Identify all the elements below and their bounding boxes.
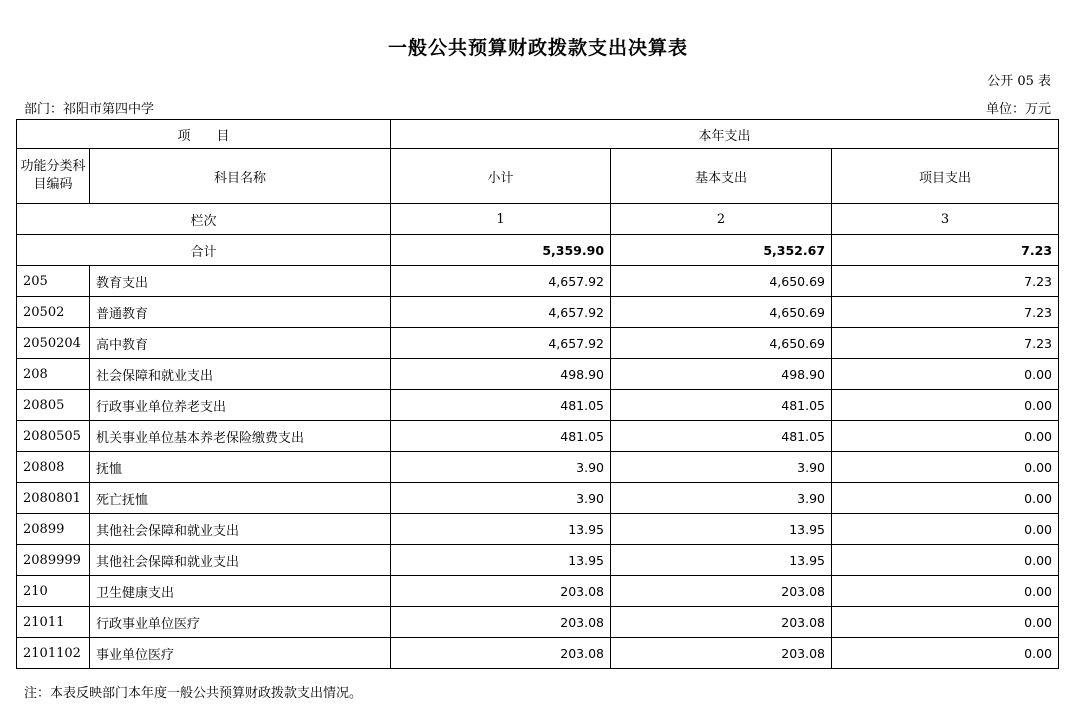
header-lanci: 栏次 (17, 204, 391, 235)
row-basic: 4,650.69 (611, 328, 832, 359)
row-code: 21011 (17, 607, 90, 638)
page-title: 一般公共预算财政拨款支出决算表 (387, 37, 688, 59)
row-name: 高中教育 (90, 328, 391, 359)
table-row (17, 576, 1059, 607)
row-name: 抚恤 (90, 452, 391, 483)
row-basic: 203.08 (611, 607, 832, 638)
col-number-2: 2 (611, 204, 832, 235)
row-subtotal: 13.95 (391, 545, 611, 576)
row-subtotal: 481.05 (391, 421, 611, 452)
row-code: 2089999 (17, 545, 90, 576)
row-project: 7.23 (832, 266, 1059, 297)
table-row (17, 359, 1059, 390)
row-basic: 498.90 (611, 359, 832, 390)
row-subtotal: 3.90 (391, 452, 611, 483)
row-basic: 13.95 (611, 545, 832, 576)
department-label: 部门：祁阳市第四中学 (24, 102, 155, 117)
total-subtotal: 5,359.90 (391, 235, 611, 266)
row-basic: 481.05 (611, 421, 832, 452)
header-subtotal: 小计 (391, 149, 611, 204)
row-project: 0.00 (832, 359, 1059, 390)
total-basic: 5,352.67 (611, 235, 832, 266)
row-project: 0.00 (832, 607, 1059, 638)
row-subtotal: 481.05 (391, 390, 611, 421)
row-subtotal: 4,657.92 (391, 328, 611, 359)
col-number-3: 3 (832, 204, 1059, 235)
row-project: 0.00 (832, 514, 1059, 545)
row-project: 0.00 (832, 390, 1059, 421)
header-item: 项 目 (17, 120, 391, 149)
row-code: 2101102 (17, 638, 90, 669)
expenditure-table (16, 119, 1059, 669)
row-name: 其他社会保障和就业支出 (90, 545, 391, 576)
row-subtotal: 203.08 (391, 607, 611, 638)
row-basic: 3.90 (611, 483, 832, 514)
row-code: 2080801 (17, 483, 90, 514)
table-row (17, 607, 1059, 638)
row-code: 2050204 (17, 328, 90, 359)
row-subtotal: 4,657.92 (391, 297, 611, 328)
row-basic: 3.90 (611, 452, 832, 483)
row-project: 0.00 (832, 483, 1059, 514)
row-code: 2080505 (17, 421, 90, 452)
table-row (17, 483, 1059, 514)
col-number-1: 1 (391, 204, 611, 235)
row-project: 0.00 (832, 452, 1059, 483)
row-subtotal: 4,657.92 (391, 266, 611, 297)
row-project: 0.00 (832, 638, 1059, 669)
row-name: 行政事业单位养老支出 (90, 390, 391, 421)
row-name: 普通教育 (90, 297, 391, 328)
total-project: 7.23 (832, 235, 1059, 266)
total-row (17, 235, 1059, 266)
header-project: 项目支出 (832, 149, 1059, 204)
row-name: 社会保障和就业支出 (90, 359, 391, 390)
header-basic: 基本支出 (611, 149, 832, 204)
row-code: 20502 (17, 297, 90, 328)
row-subtotal: 3.90 (391, 483, 611, 514)
total-label: 合计 (17, 235, 391, 266)
row-subtotal: 203.08 (391, 576, 611, 607)
row-code: 20899 (17, 514, 90, 545)
row-subtotal: 203.08 (391, 638, 611, 669)
table-row (17, 297, 1059, 328)
row-project: 0.00 (832, 421, 1059, 452)
table-row (17, 266, 1059, 297)
row-name: 卫生健康支出 (90, 576, 391, 607)
table-row (17, 638, 1059, 669)
row-project: 0.00 (832, 576, 1059, 607)
row-name: 机关事业单位基本养老保险缴费支出 (90, 421, 391, 452)
row-name: 行政事业单位医疗 (90, 607, 391, 638)
row-subtotal: 498.90 (391, 359, 611, 390)
table-row (17, 328, 1059, 359)
row-name: 事业单位医疗 (90, 638, 391, 669)
row-project: 7.23 (832, 297, 1059, 328)
footnote: 注：本表反映部门本年度一般公共预算财政拨款支出情况。 (24, 686, 363, 701)
unit-label: 单位：万元 (985, 102, 1051, 117)
row-name: 教育支出 (90, 266, 391, 297)
header-this-year: 本年支出 (391, 120, 1059, 149)
header-code: 功能分类科目编码 (17, 149, 90, 204)
row-code: 20805 (17, 390, 90, 421)
row-code: 208 (17, 359, 90, 390)
row-basic: 203.08 (611, 576, 832, 607)
row-code: 205 (17, 266, 90, 297)
row-basic: 203.08 (611, 638, 832, 669)
table-row (17, 545, 1059, 576)
row-code: 210 (17, 576, 90, 607)
row-name: 其他社会保障和就业支出 (90, 514, 391, 545)
row-basic: 13.95 (611, 514, 832, 545)
table-row (17, 390, 1059, 421)
form-number: 公开 05 表 (987, 74, 1051, 89)
row-basic: 4,650.69 (611, 266, 832, 297)
row-basic: 481.05 (611, 390, 832, 421)
table-row (17, 421, 1059, 452)
row-project: 7.23 (832, 328, 1059, 359)
row-name: 死亡抚恤 (90, 483, 391, 514)
table-row (17, 452, 1059, 483)
row-code: 20808 (17, 452, 90, 483)
row-subtotal: 13.95 (391, 514, 611, 545)
row-basic: 4,650.69 (611, 297, 832, 328)
table-row (17, 514, 1059, 545)
row-project: 0.00 (832, 545, 1059, 576)
header-name: 科目名称 (90, 149, 391, 204)
